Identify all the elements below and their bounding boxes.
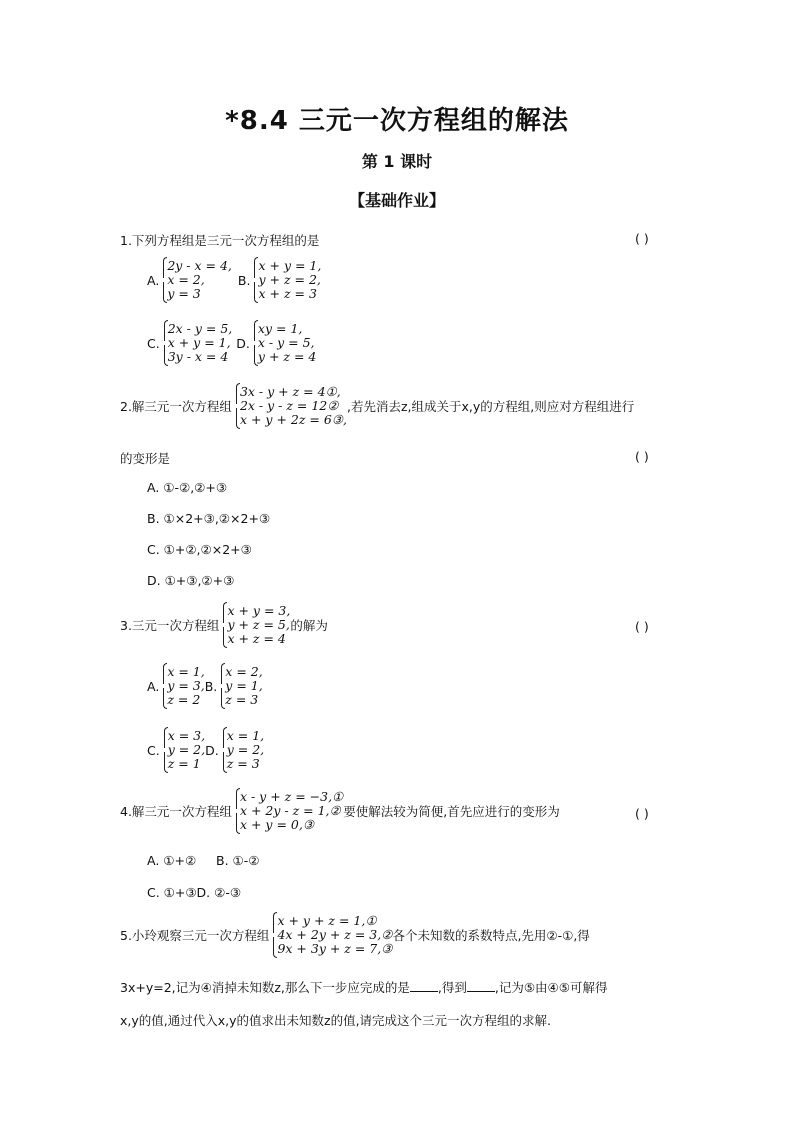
- equation: y + z = 4: [257, 349, 317, 364]
- equation: z = 1: [167, 756, 201, 771]
- equation: xy = 1,: [257, 321, 303, 336]
- q3-stem-pre: 3.三元一次方程组: [120, 618, 220, 633]
- q2-stem-post: ,若先消去z,组成关于x,y的方程组,则应对方程组进行: [346, 399, 635, 414]
- q5-stem-post: 各个未知数的系数特点,先用②-①,得: [392, 928, 590, 943]
- q2-stem-pre: 2.解三元一次方程组: [120, 399, 232, 414]
- q3-opt-c-system: [160, 729, 205, 771]
- q2-stem-line2: 的变形是: [120, 451, 171, 466]
- q5-line2: [120, 978, 607, 996]
- q1-options-cd: [147, 322, 316, 364]
- q5-system: [269, 914, 392, 956]
- equation: x = 1,: [167, 664, 205, 679]
- equation: x + y + 2z = 6③,: [239, 412, 347, 427]
- equation: x = 2,: [225, 664, 263, 679]
- equation: x + y + z = 1,①: [277, 913, 377, 928]
- q3-opt-d-system: [219, 729, 264, 771]
- q2-stem: [120, 385, 634, 427]
- q4-stem-post: 要使解法较为简便,首先应进行的变形为: [343, 804, 560, 819]
- q2-option-b: B. ①×2+③,②×2+③: [147, 511, 271, 526]
- equation: y = 3,: [167, 678, 205, 693]
- equation: y = 1,: [225, 678, 263, 693]
- q1-opt-c-label: C.: [147, 335, 160, 351]
- equation: x + y = 1,: [258, 258, 322, 273]
- q3-opt-d-label: D.: [205, 742, 219, 758]
- q3-stem-post: 的解为: [290, 618, 328, 633]
- q1-opt-a-label: A.: [147, 272, 160, 288]
- equation: 4x + 2y + z = 3,②: [277, 927, 393, 942]
- q1-opt-b-label: B.: [237, 272, 251, 288]
- q4-answer-paren: ( ): [635, 806, 649, 821]
- equation: 2x - y = 5,: [167, 321, 233, 336]
- q5-line2-part-a: 3x+y=2,记为④消掉未知数z,那么下一步应完成的是: [120, 980, 410, 995]
- equation: x + y = 3,: [227, 603, 291, 618]
- equation: y = 2,: [226, 742, 265, 757]
- q4-stem-pre: 4.解三元一次方程组: [120, 804, 232, 819]
- equation: x + z = 3: [258, 286, 317, 301]
- equation: 9x + 3y + z = 7,③: [277, 941, 393, 956]
- section-heading: 【基础作业】: [348, 191, 445, 210]
- equation: z = 3: [226, 756, 260, 771]
- equation: x - y + z = −3,①: [239, 789, 344, 804]
- equation: x + z = 4: [227, 631, 286, 646]
- q4-system: [232, 790, 343, 832]
- equation: x = 1,: [226, 728, 265, 743]
- q5-line2-part-c: ,记为⑤由④⑤可解得: [494, 980, 608, 995]
- q4-options-cd: C. ①+③D. ②-③: [147, 885, 242, 900]
- equation: z = 3: [225, 692, 259, 707]
- equation: 3x - y + z = 4①,: [239, 384, 341, 399]
- q5-line2-part-b: ,得到: [437, 980, 467, 995]
- equation: 2y - x = 4,: [167, 258, 232, 273]
- q1-opt-c-system: [160, 322, 233, 364]
- q2-option-a: A. ①-②,②+③: [147, 480, 228, 495]
- q1-opt-b-system: [250, 259, 321, 301]
- q1-stem: 1.下列方程组是三元一次方程组的是: [120, 233, 320, 248]
- q3-options-ab: [147, 665, 263, 707]
- q3-opt-c-label: C.: [147, 742, 160, 758]
- q2-answer-paren: ( ): [635, 449, 649, 464]
- q5-line3: x,y的值,通过代入x,y的值求出未知数z的值,请完成这个三元一次方程组的求解.: [120, 1013, 552, 1028]
- q5-stem-pre: 5.小玲观察三元一次方程组: [120, 928, 270, 943]
- q1-opt-a-system: [159, 259, 232, 301]
- equation: x = 3,: [167, 728, 206, 743]
- q5-stem: [120, 914, 590, 956]
- equation: x + 2y - z = 1,②: [239, 803, 341, 818]
- q3-options-cd: [147, 729, 264, 771]
- equation: x = 2,: [167, 272, 205, 287]
- equation: y = 3: [167, 286, 201, 301]
- q2-option-c: C. ①+②,②×2+③: [147, 542, 252, 557]
- q3-answer-paren: ( ): [635, 619, 649, 634]
- equation: x + y = 0,③: [239, 817, 315, 832]
- q1-answer-paren: ( ): [635, 231, 649, 246]
- equation: x + y = 1,: [167, 335, 231, 350]
- q2-system: [232, 385, 347, 427]
- q3-opt-a-system: [159, 665, 204, 707]
- answer-blank-1[interactable]: [410, 979, 438, 992]
- q1-opt-d-system: [250, 322, 316, 364]
- q3-opt-b-label: B.: [204, 678, 218, 694]
- q3-stem: [120, 604, 328, 646]
- lesson-subtitle: 第 1 课时: [361, 152, 433, 171]
- q3-system: [219, 604, 290, 646]
- q2-option-d: D. ①+③,②+③: [147, 573, 235, 588]
- equation: y + z = 5,: [227, 617, 290, 632]
- equation: 3y - x = 4: [167, 349, 229, 364]
- q1-options-ab: [147, 259, 321, 301]
- q4-options-ab: A. ①+② B. ①-②: [147, 853, 260, 868]
- page-title: *8.4 三元一次方程组的解法: [225, 106, 569, 136]
- q3-opt-b-system: [217, 665, 262, 707]
- equation: x - y = 5,: [257, 335, 315, 350]
- equation: z = 2: [167, 692, 201, 707]
- equation: 2x - y - z = 12②: [239, 398, 339, 413]
- answer-blank-2[interactable]: [467, 979, 495, 992]
- q3-opt-a-label: A.: [147, 678, 160, 694]
- q1-opt-d-label: D.: [236, 335, 250, 351]
- q4-stem: [120, 790, 560, 832]
- equation: y + z = 2,: [258, 272, 321, 287]
- equation: y = 2,: [167, 742, 206, 757]
